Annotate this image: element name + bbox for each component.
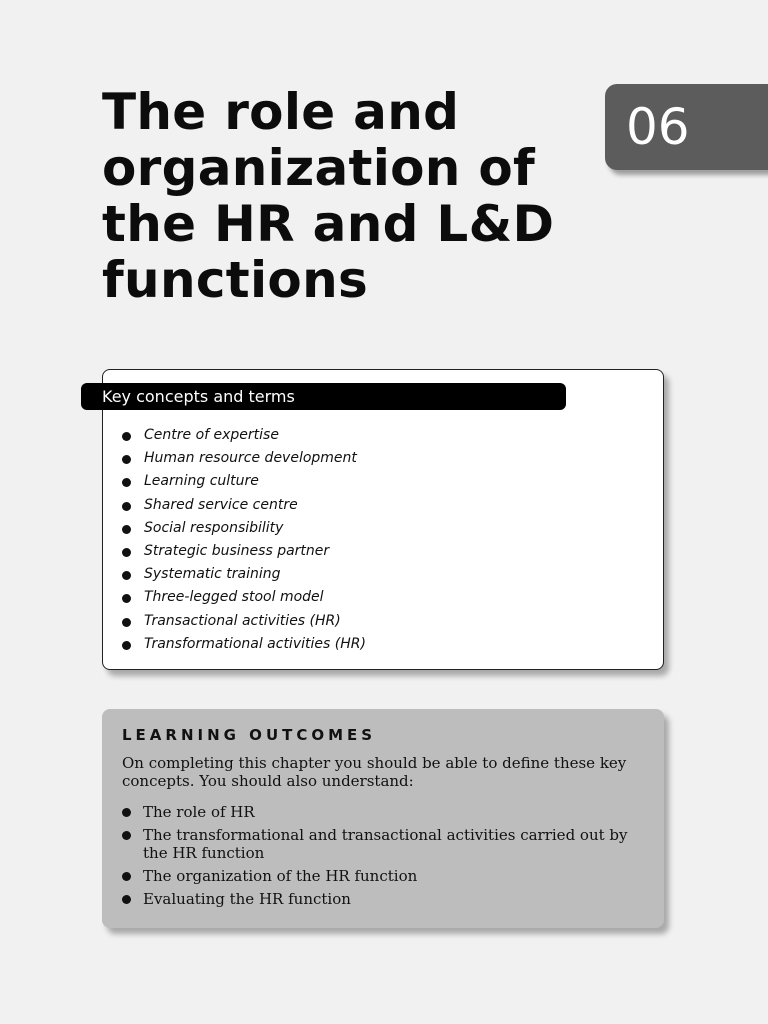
learning-outcome-item: The role of HR	[122, 803, 642, 821]
key-concept-item: Learning culture	[122, 470, 366, 493]
chapter-number-tab	[605, 84, 768, 170]
key-concept-item: Transactional activities (HR)	[122, 610, 366, 633]
key-concept-item: Strategic business partner	[122, 540, 366, 563]
learning-outcomes-list	[122, 803, 642, 913]
key-concepts-heading: Key concepts and terms	[81, 383, 566, 410]
learning-outcomes-intro: On completing this chapter you should be able to define these key concepts. You should also understand:	[122, 754, 627, 790]
key-concept-item: Three-legged stool model	[122, 586, 366, 609]
key-concept-item: Centre of expertise	[122, 424, 366, 447]
learning-outcome-item: Evaluating the HR function	[122, 890, 642, 908]
learning-outcome-item: The transformational and transactional activities carried out by the HR function	[122, 826, 642, 862]
key-concept-item: Transformational activities (HR)	[122, 633, 366, 656]
key-concept-item: Systematic training	[122, 563, 366, 586]
key-concepts-list	[122, 424, 366, 656]
learning-outcome-item: The organization of the HR function	[122, 867, 642, 885]
chapter-number: 06	[626, 98, 690, 156]
chapter-title: The role and organization of the HR and L&D functions	[102, 83, 555, 309]
learning-outcomes-heading: LEARNING OUTCOMES	[122, 726, 377, 744]
key-concept-item: Shared service centre	[122, 494, 366, 517]
key-concept-item: Human resource development	[122, 447, 366, 470]
key-concept-item: Social responsibility	[122, 517, 366, 540]
